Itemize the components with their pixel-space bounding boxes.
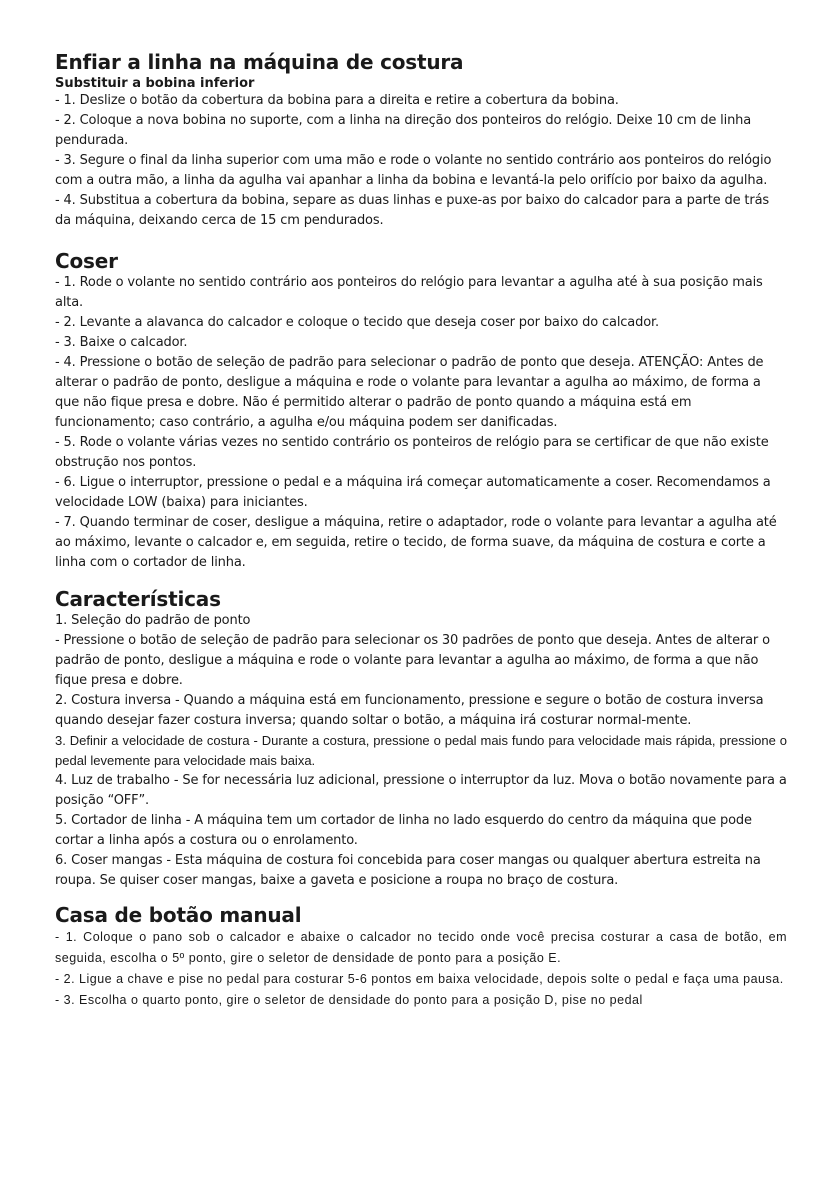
page-content <box>55 50 787 1011</box>
sewing-step: - 6. Ligue o interruptor, pressione o pedal e a máquina irá começar automaticamente a coser. Recomendamos a velocidade LOW (baixa) para iniciantes. <box>55 475 771 510</box>
buttonhole-step: - 3. Escolha o quarto ponto, gire o seletor de densidade do ponto para a posição D, pise no pedal <box>55 993 643 1007</box>
sewing-step: - 1. Rode o volante no sentido contrário aos ponteiros do relógio para levantar a agulha até à sua posição mais alta. <box>55 275 763 310</box>
section-title-sewing: Coser <box>55 249 118 273</box>
section-title-features: Características <box>55 587 221 611</box>
section-title-buttonhole: Casa de botão manual <box>55 903 302 927</box>
threading-step: - 4. Substitua a cobertura da bobina, separe as duas linhas e puxe-as por baixo do calcador para a parte de trás da máquina, deixando cerca de 15 cm pendurados. <box>55 193 770 228</box>
feature-item: 4. Luz de trabalho - Se for necessária luz adicional, pressione o interruptor da luz. Mova o botão novamente para a posição “OFF”. <box>55 773 787 808</box>
feature-item: 1. Seleção do padrão de ponto <box>55 613 251 628</box>
section-title-threading: Enfiar a linha na máquina de costura <box>55 50 464 74</box>
feature-item: 2. Costura inversa - Quando a máquina está em funcionamento, pressione e segure o botão de costura inversa quando desejar fazer costura inversa; quando soltar o botão, a máquina irá costurar normal-mente. <box>55 693 764 728</box>
sewing-step: - 5. Rode o volante várias vezes no sentido contrário os ponteiros de relógio para se certificar de que não existe obstrução nos pontos. <box>55 435 769 470</box>
feature-item: 5. Cortador de linha - A máquina tem um cortador de linha no lado esquerdo do centro da máquina que pode cortar a linha após a costura ou o enrolamento. <box>55 813 752 848</box>
threading-step: - 1. Deslize o botão da cobertura da bobina para a direita e retire a cobertura da bobina. <box>55 93 619 108</box>
feature-item: 6. Coser mangas - Esta máquina de costura foi concebida para coser mangas ou qualquer abertura estreita na roupa. Se quiser coser mangas, baixe a gaveta e posicione a roupa no braço de costura. <box>55 853 761 888</box>
buttonhole-step: - 2. Ligue a chave e pise no pedal para costurar 5-6 pontos em baixa velocidade, depois solte o pedal e faça uma pausa. <box>55 972 784 986</box>
buttonhole-step: - 1. Coloque o pano sob o calcador e abaixe o calcador no tecido onde você precisa costurar a casa de botão, em seguida, escolha o 5º ponto, gire o seletor de densidade de ponto para a posição E. <box>55 930 787 965</box>
threading-step: - 2. Coloque a nova bobina no suporte, com a linha na direção dos ponteiros do relógio. Deixe 10 cm de linha pendurada. <box>55 113 752 148</box>
sewing-step: - 3. Baixe o calcador. <box>55 335 188 350</box>
sewing-step: - 7. Quando terminar de coser, desligue a máquina, retire o adaptador, rode o volante para levantar a agulha até ao máximo, levante o calcador e, em seguida, retire o tecido, de forma suave, da máquina de costura e corte a linha com o cortador de linha. <box>55 515 777 570</box>
sewing-step: - 4. Pressione o botão de seleção de padrão para selecionar o padrão de ponto que deseja. ATENÇÃO: Antes de alterar o padrão de ponto, desligue a máquina e rode o volante para levantar a agulha ao máximo, de forma a que não fique presa e dobre. Não é permitido alterar o padrão de ponto quando a máquina está em funcionamento; caso contrário, a agulha e/ou máquina podem ser danificadas. <box>55 355 764 430</box>
feature-item: 3. Definir a velocidade de costura - Durante a costura, pressione o pedal mais fundo para velocidade mais rápida, pressione o pedal levemente para velocidade mais baixa. <box>55 733 787 768</box>
buttonhole-steps <box>55 927 787 1011</box>
sewing-step: - 2. Levante a alavanca do calcador e coloque o tecido que deseja coser por baixo do calcador. <box>55 315 660 330</box>
threading-step: - 3. Segure o final da linha superior com uma mão e rode o volante no sentido contrário aos ponteiros do relógio com a outra mão, a linha da agulha vai apanhar a linha da bobina e levantá-la pelo orifício por baixo da agulha. <box>55 153 772 188</box>
subsection-title-bobbin: Substituir a bobina inferior <box>55 76 255 91</box>
feature-item: - Pressione o botão de seleção de padrão para selecionar os 30 padrões de ponto que deseja. Antes de alterar o padrão de ponto, desligue a máquina e rode o volante para levantar a agulha ao máximo, de forma a que não fique presa e dobre. <box>55 633 770 688</box>
